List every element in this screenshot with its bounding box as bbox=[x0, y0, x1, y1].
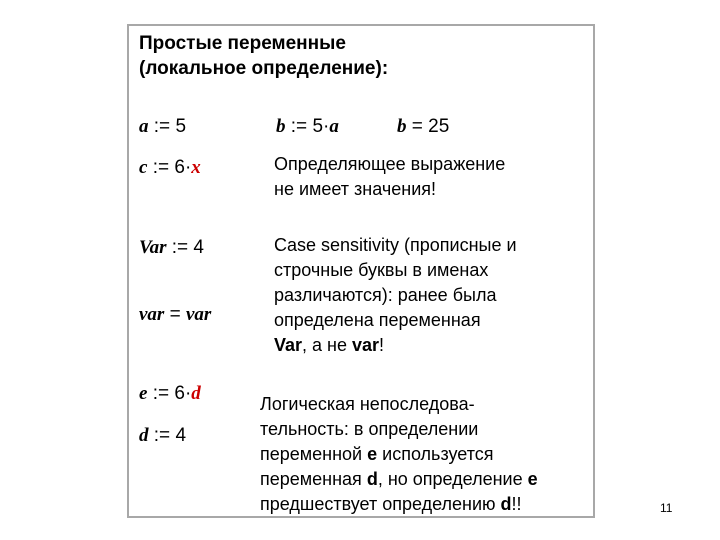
expr-a-def: a := 5 bbox=[139, 116, 187, 137]
note-logical-order: Логическая непоследова- тельность: в определении переменной e используется переменная d, но определение e предшествует определению d!! bbox=[260, 394, 538, 514]
note-undefined: Определяющее выражение не имеет значения! bbox=[274, 154, 506, 199]
expr-e-def: e := 6·d bbox=[139, 383, 201, 404]
slide-number: 11 bbox=[660, 501, 673, 515]
expr-c-def: c := 6·x bbox=[139, 157, 201, 178]
expr-d-def: d := 4 bbox=[139, 425, 187, 446]
expr-b-def: b := 5·a bbox=[276, 116, 339, 137]
undefined-var-x: x bbox=[191, 157, 201, 178]
expr-Var-def: Var := 4 bbox=[139, 237, 204, 258]
slide-panel bbox=[127, 24, 595, 518]
case-note-last-line: Var, а не var! bbox=[274, 335, 385, 355]
slide-title: Простые переменные (локальное определение): bbox=[139, 33, 389, 79]
undefined-var-d: d bbox=[191, 383, 201, 404]
note-case-sensitivity: Case sensitivity (прописные и строчные буквы в именах различаются): ранее была определена переменная Var, а не var! bbox=[274, 233, 517, 358]
expr-var-eval: var = var bbox=[139, 304, 212, 325]
expr-b-result: b = 25 bbox=[397, 116, 450, 137]
